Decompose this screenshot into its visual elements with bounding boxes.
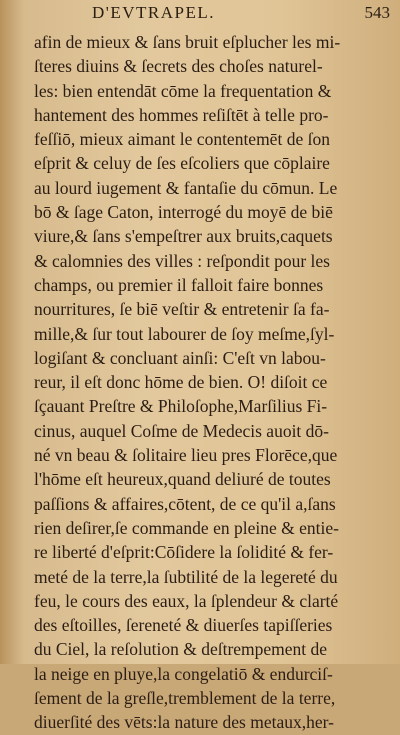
text-line: meté de la terre,la ſubtilité de la legereté du: [34, 566, 338, 587]
text-line: afin de mieux & ſans bruit eſplucher les mi-: [34, 32, 341, 52]
text-line: diuerſité des vēts:la nature des metaux,her-: [34, 712, 334, 733]
text-line: au lourd iugement & fantaſie du cōmun. Le: [34, 177, 338, 198]
text-line: paſſions & affaires,cōtent, de ce qu'il a,ſans: [34, 493, 336, 514]
text-line: ſteres diuins & ſecrets des choſes naturel-: [34, 56, 323, 77]
body-text: [34, 30, 382, 735]
text-line: nourritures, ſe biē veſtir & entretenir ſa fa-: [34, 299, 330, 320]
text-line: ſement de la greſle,tremblement de la terre,: [34, 688, 336, 709]
text-line: des eſtoilles, ſereneté & diuerſes tapiſſeries: [34, 615, 333, 636]
text-line: ſçauant Preſtre & Philoſophe,Marſilius Fi-: [34, 396, 328, 417]
text-line: rien deſirer,ſe commande en pleine & entie-: [34, 517, 339, 538]
text-line: né vn beau & ſolitaire lieu pres Florēce,que: [34, 445, 338, 466]
running-head: D'EVTRAPEL.: [92, 3, 215, 22]
page-header: [0, 2, 400, 26]
page-number: 543: [364, 3, 390, 22]
text-line: reur, il eſt donc hōme de bien. O! diſoit ce: [34, 372, 328, 393]
text-line: viure,& ſans s'empeſtrer aux bruits,caquets: [34, 226, 333, 247]
text-line: la neige en pluye,la congelatiō & endurciſ-: [34, 663, 333, 684]
text-line: feſſiō, mieux aimant le contentemēt de ſon: [34, 129, 330, 150]
text-line: re liberté d'eſprit:Cōſidere la ſolidité & fer-: [34, 542, 334, 563]
text-line: du Ciel, la reſolution & deſtrempement de: [34, 639, 328, 660]
text-line: & calomnies des villes : reſpondit pour les: [34, 250, 330, 271]
text-line: les: bien entendāt cōme la frequentation &: [34, 80, 332, 101]
text-line: bō & ſage Caton, interrogé du moyē de biē: [34, 202, 333, 223]
text-line: logiſant & concluant ainſi: C'eſt vn labou-: [34, 347, 326, 368]
text-line: champs, ou premier il falloit faire bonnes: [34, 274, 324, 295]
text-line: hantement des hommes reſiſtēt à telle pro-: [34, 104, 329, 125]
text-line: l'hōme eſt heureux,quand deliuré de toutes: [34, 469, 331, 490]
text-line: eſprit & celuy de ſes eſcoliers que cōplaire: [34, 153, 330, 174]
text-line: cinus, auquel Coſme de Medecis auoit dō-: [34, 420, 329, 441]
text-line: feu, le cours des eaux, la ſplendeur & clarté: [34, 590, 339, 611]
text-line: mille,& ſur tout labourer de ſoy meſme,ſyl-: [34, 323, 335, 344]
